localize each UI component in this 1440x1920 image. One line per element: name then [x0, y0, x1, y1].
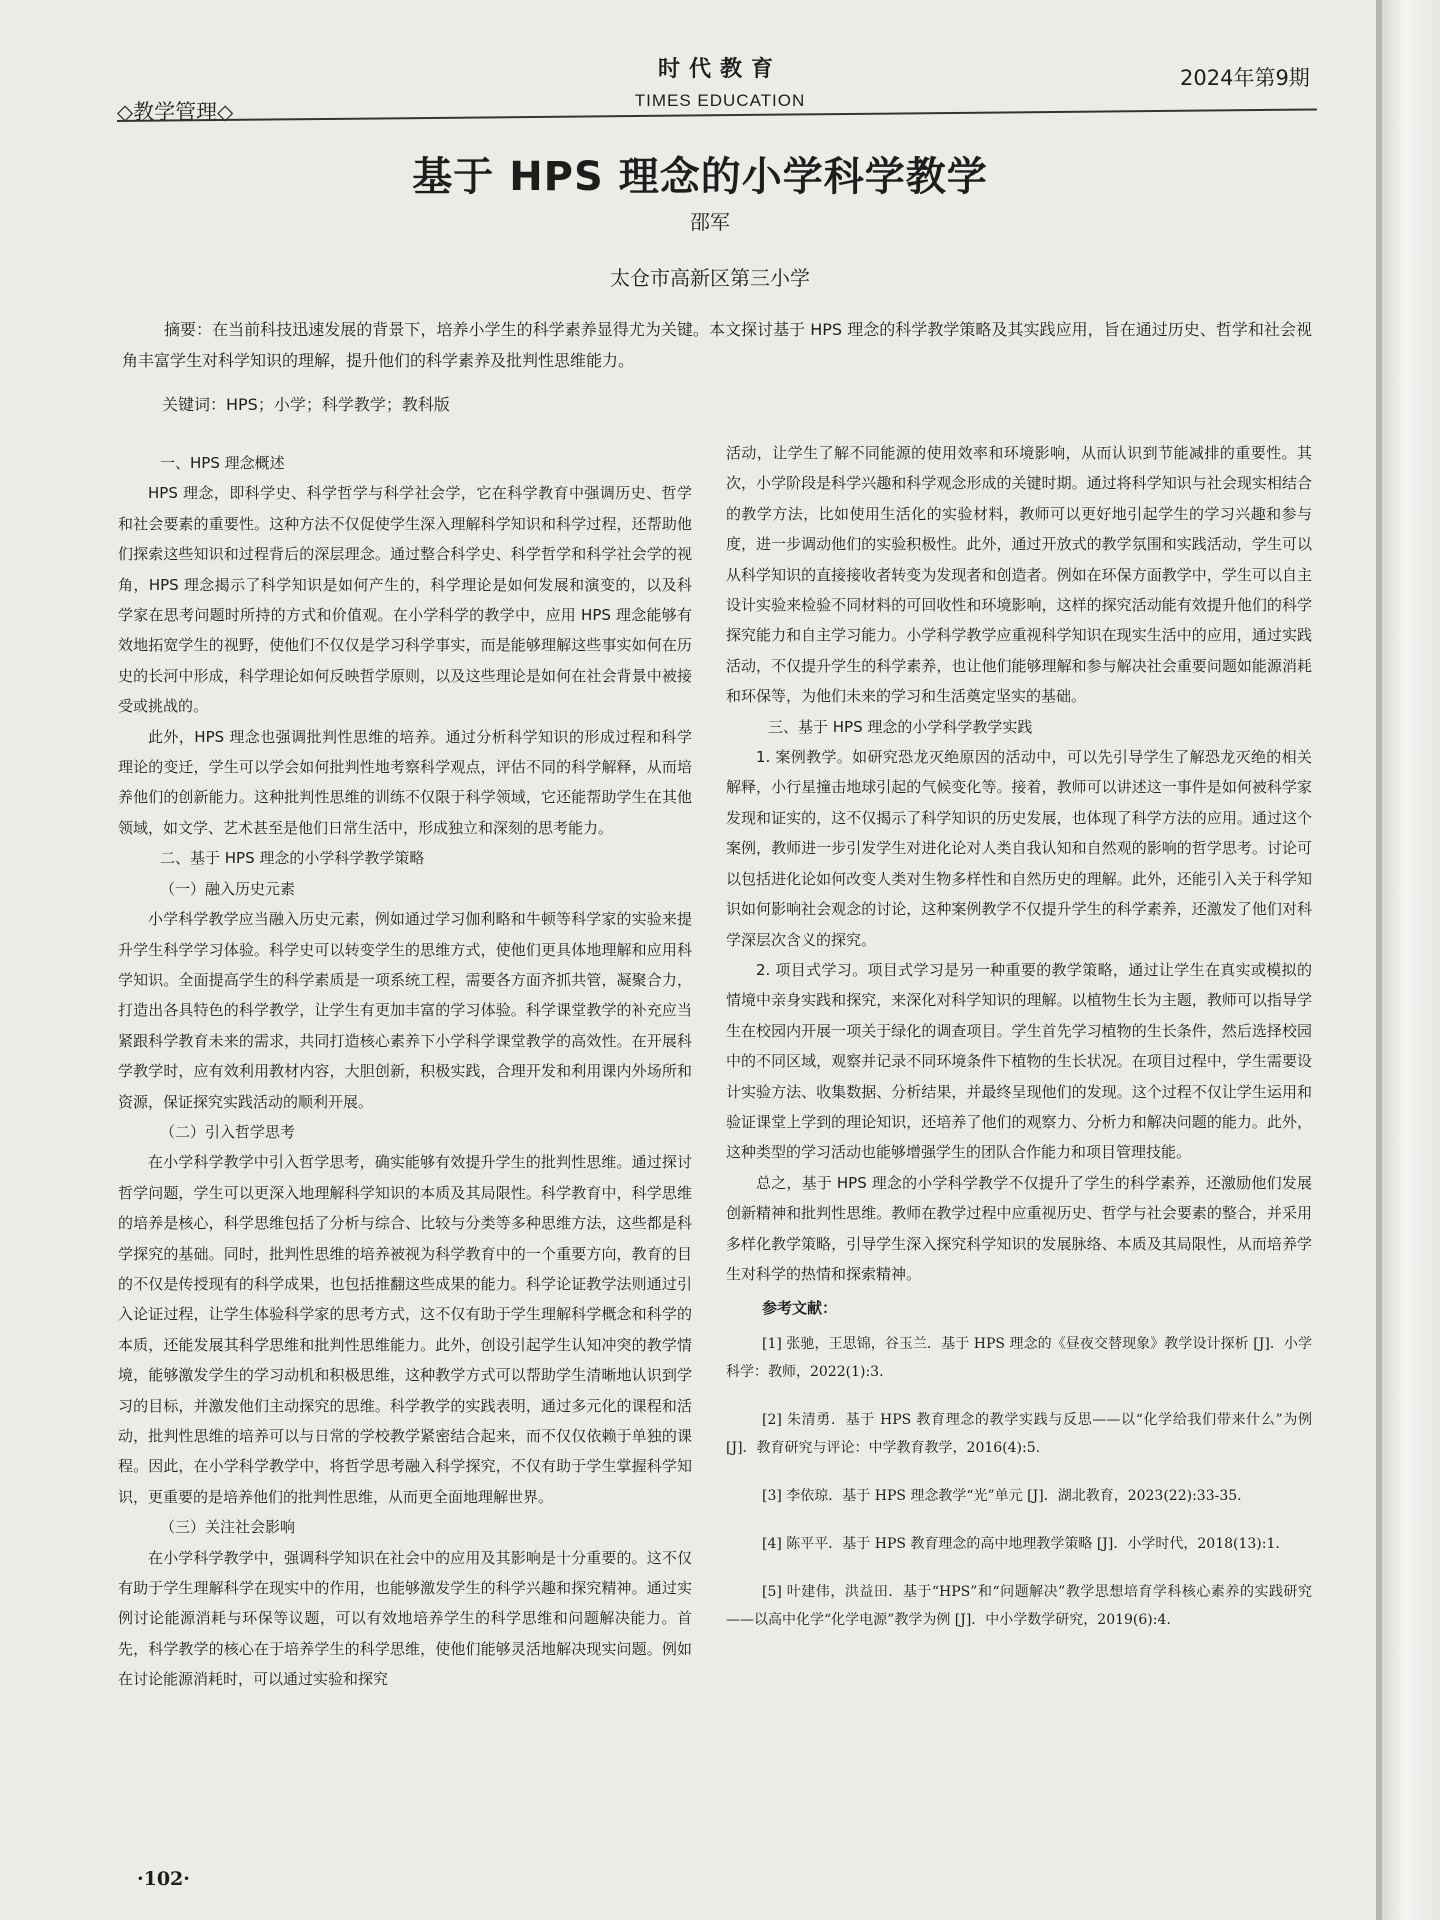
issue-label: 2024年第9期	[1180, 66, 1310, 90]
reference-item: [3] 李依琼．基于 HPS 理念教学“光”单元 [J]．湖北教育，2023(22):33-35.	[762, 1487, 1242, 1504]
section-heading-3: 三、基于 HPS 理念的小学科学教学实践	[768, 717, 1033, 736]
section-heading-2: 二、基于 HPS 理念的小学科学教学策略	[160, 849, 425, 868]
paragraph: 在小学科学教学中引入哲学思考，确实能够有效提升学生的批判性思维。通过探讨哲学问题，学生可以更深入地理解科学知识的本质及其局限性。科学教育中，科学思维的培养是核心，科学思维包括了分析与综合、比较与分类等多种思维方法，这些都是科学探究的基础。同时，批判性思维的培养被视为科学教育中的一个重要方向，教育的目的不仅是传授现有的科学成果，也包括推翻这些成果的能力。科学论证教学法则通过引入论证过程，让学生体验科学家的思考方式，这不仅有助于学生理解科学概念和科学的本质，还能发展其科学思维和批判性思维能力。此外，创设引起学生认知冲突的教学情境，能够激发学生的学习动机和积极思维，这种教学方式可以帮助学生清晰地认识到学习的目标，并激发他们主动探究的思维。科学教学的实践表明，通过多元化的课程和活动，批判性思维的培养可以与日常的学校教学紧密结合起来，而不仅仅依赖于单独的课程。因此，在小学科学教学中，将哲学思考融入科学探究，不仅有助于学生掌握科学知识，更重要的是培养他们的批判性思维，从而更全面地理解世界。	[118, 1153, 692, 1506]
article-keywords: 关键词：HPS；小学；科学教学；教科版	[162, 395, 450, 414]
article-author: 邵军	[690, 210, 730, 234]
paragraph: 活动，让学生了解不同能源的使用效率和环境影响，从而认识到节能减排的重要性。其次，小学阶段是科学兴趣和科学观念形成的关键时期。通过将科学知识与社会现实相结合的教学方法，比如使用生活化的实验材料，教师可以更好地引起学生的学习兴趣和参与度，进一步调动他们的实验积极性。此外，通过开放式的教学氛围和实践活动，学生可以从科学知识的直接接收者转变为发现者和创造者。例如在环保方面教学中，学生可以自主设计实验来检验不同材料的可回收性和环境影响，这样的探究活动能有效提升他们的科学探究能力和自主学习能力。小学科学教学应重视科学知识在现实生活中的应用，通过实践活动，不仅提升学生的科学素养，也让他们能够理解和参与解决社会重要问题如能源消耗和环保等，为他们未来的学习和生活奠定坚实的基础。	[726, 444, 1312, 706]
article-abstract: 摘要：在当前科技迅速发展的背景下，培养小学生的科学素养显得尤为关键。本文探讨基于 HPS 理念的科学教学策略及其实践应用，旨在通过历史、哲学和社会视角丰富学生对科学知识的理解，提升他们的科学素养及批判性思维能力。	[122, 320, 1312, 370]
paragraph: HPS 理念，即科学史、科学哲学与科学社会学，它在科学教育中强调历史、哲学和社会要素的重要性。这种方法不仅促使学生深入理解科学知识和科学过程，还帮助他们探索这些知识和过程背后的深层理念。通过整合科学史、科学哲学和科学社会学的视角，HPS 理念揭示了科学知识是如何产生的，科学理论是如何发展和演变的，以及科学家在思考问题时所持的方式和价值观。在小学科学的教学中，应用 HPS 理念能够有效地拓宽学生的视野，使他们不仅仅是学习科学事实，而是能够理解这些事实如何在历史的长河中形成，科学理论如何反映哲学原则，以及这些理论是如何在社会背景中被接受或挑战的。	[118, 484, 692, 716]
references-list	[726, 1330, 1312, 1634]
page-number: ·102·	[137, 1868, 190, 1890]
right-column	[726, 438, 1312, 1654]
section-heading-1: 一、HPS 理念概述	[160, 454, 285, 472]
paragraph: 在小学科学教学中，强调科学知识在社会中的应用及其影响是十分重要的。这不仅有助于学生理解科学在现实中的作用，也能够激发学生的科学兴趣和探究精神。通过实例讨论能源消耗与环保等议题，可以有效地培养学生的科学思维和问题解决能力。首先，科学教学的核心在于培养学生的科学思维，使他们能够灵活地解决现实问题。例如在讨论能源消耗时，可以通过实验和探究	[118, 1548, 692, 1689]
references-heading: 参考文献：	[762, 1299, 838, 1318]
paragraph: 总之，基于 HPS 理念的小学科学教学不仅提升了学生的科学素养，还激励他们发展创新精神和批判性思维。教师在教学过程中应重视历史、哲学与社会要素的整合，并采用多样化教学策略，引导学生深入探究科学知识的发展脉络、本质及其局限性，从而培养学生对科学的热情和探索精神。	[726, 1173, 1312, 1283]
subsection-heading: （一）融入历史元素	[160, 879, 296, 898]
paragraph: 小学科学教学应当融入历史元素，例如通过学习伽利略和牛顿等科学家的实验来提升学生科学学习体验。科学史可以转变学生的思维方式，使他们更具体地理解和应用科学知识。全面提高学生的科学素质是一项系统工程，需要各方面齐抓共管，凝聚合力，打造出各具特色的科学教学，让学生有更加丰富的学习体验。科学课堂教学的补充应当紧跟科学教育未来的需求，共同打造核心素养下小学科学课堂教学的高效性。在开展科学教学时，应有效利用教材内容，大胆创新，积极实践，合理开发和利用课内外场所和资源，保证探究实践活动的顺利开展。	[118, 910, 692, 1111]
page-edge	[1382, 0, 1440, 1920]
left-column	[118, 448, 692, 1695]
article-affiliation: 太仓市高新区第三小学	[610, 266, 810, 290]
magazine-masthead	[570, 52, 870, 111]
paragraph: 此外，HPS 理念也强调批判性思维的培养。通过分析科学知识的形成过程和科学理论的变迁，学生可以学会如何批判性地考察科学观点，评估不同的科学解释，从而培养他们的创新能力。这种批判性思维的训练不仅限于科学领域，它还能帮助学生在其他领域，如文学、艺术甚至是他们日常生活中，形成独立和深刻的思考能力。	[118, 727, 692, 837]
article-title: 基于 HPS 理念的小学科学教学	[412, 154, 988, 200]
reference-item: [5] 叶建伟，洪益田．基于“HPS”和“问题解决”教学思想培育学科核心素养的实践研究——以高中化学“化学电源”教学为例 [J]．中小学数学研究，2019(6):4.	[726, 1583, 1312, 1628]
section-label: ◇教学管理◇	[117, 100, 234, 124]
magazine-name-cn: 时代教育	[657, 57, 782, 82]
paragraph: 1. 案例教学。如研究恐龙灭绝原因的活动中，可以先引导学生了解恐龙灭绝的相关解释，小行星撞击地球引起的气候变化等。接着，教师可以讲述这一事件是如何被科学家发现和证实的，这不仅揭示了科学知识的历史发展，也体现了科学方法的应用。通过这个案例，教师进一步引发学生对进化论对人类自我认知和自然观的影响的哲学思考。讨论可以包括进化论如何改变人类对生物多样性和自然历史的理解。此外，还能引入关于科学知识如何影响社会观念的讨论，这种案例教学不仅提升学生的科学素养，还激发了他们对科学深层次含义的探究。	[726, 748, 1312, 949]
reference-item: [1] 张驰，王思锦，谷玉兰．基于 HPS 理念的《昼夜交替现象》教学设计探析 [J]．小学科学：教师，2022(1):3.	[726, 1335, 1312, 1380]
paragraph: 2. 项目式学习。项目式学习是另一种重要的教学策略，通过让学生在真实或模拟的情境中亲身实践和探究，来深化对科学知识的理解。以植物生长为主题，教师可以指导学生在校园内开展一项关于绿化的调查项目。学生首先学习植物的生长条件，然后选择校园中的不同区域，观察并记录不同环境条件下植物的生长状况。在项目过程中，学生需要设计实验方法、收集数据、分析结果，并最终呈现他们的发现。这个过程不仅让学生运用和验证课堂上学到的理论知识，还培养了他们的观察力、分析力和解决问题的能力。此外，这种类型的学习活动也能够增强学生的团队合作能力和项目管理技能。	[726, 960, 1312, 1162]
reference-item: [2] 朱清勇．基于 HPS 教育理念的教学实践与反思——以“化学给我们带来什么”为例 [J]．教育研究与评论：中学教育教学，2016(4):5.	[726, 1411, 1312, 1456]
reference-item: [4] 陈平平．基于 HPS 教育理念的高中地理教学策略 [J]．小学时代，2018(13):1.	[762, 1535, 1280, 1552]
magazine-name-en: TIMES EDUCATION	[634, 91, 806, 110]
subsection-heading: （三）关注社会影响	[160, 1518, 296, 1537]
subsection-heading: （二）引入哲学思考	[160, 1122, 296, 1141]
